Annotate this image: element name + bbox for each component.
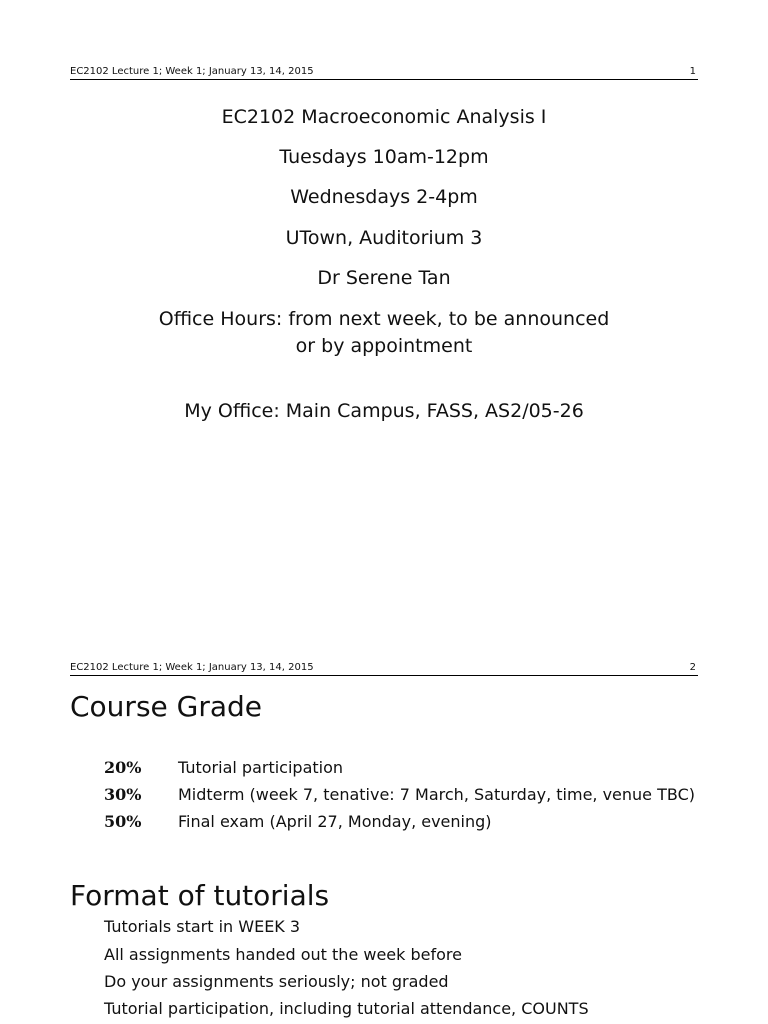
grade-percent: 50% <box>104 812 142 831</box>
slide-2-header <box>70 661 698 676</box>
course-grade-title: Course Grade <box>70 690 263 723</box>
office-hours-line-1: Office Hours: from next week, to be announced <box>158 308 610 330</box>
grade-percent: 20% <box>104 758 142 777</box>
slide-2-page-number: 2 <box>689 662 696 673</box>
tutorial-item: Tutorial participation, including tutorial attendance, COUNTS <box>104 999 589 1018</box>
tutorial-item: Do your assignments seriously; not graded <box>104 972 449 991</box>
slide-1-header <box>70 65 698 80</box>
grade-label: Final exam (April 27, Monday, evening) <box>178 812 492 831</box>
slide-1-page-number: 1 <box>689 66 696 77</box>
venue: UTown, Auditorium 3 <box>285 227 483 249</box>
schedule-tuesday: Tuesdays 10am-12pm <box>279 146 489 168</box>
office-hours-line-2: or by appointment <box>295 335 473 357</box>
grade-label: Tutorial participation <box>178 758 344 777</box>
grade-percent: 30% <box>104 785 142 804</box>
slide-2-header-text: EC2102 Lecture 1; Week 1; January 13, 14, 2015 <box>70 662 314 673</box>
course-title: EC2102 Macroeconomic Analysis I <box>221 106 547 128</box>
schedule-wednesday: Wednesdays 2-4pm <box>290 186 478 208</box>
lecturer-name: Dr Serene Tan <box>317 267 451 289</box>
slide-1-header-text: EC2102 Lecture 1; Week 1; January 13, 14, 2015 <box>70 66 314 77</box>
tutorial-item: All assignments handed out the week before <box>104 945 462 964</box>
grade-label: Midterm (week 7, tenative: 7 March, Saturday, time, venue TBC) <box>178 785 695 804</box>
office-location: My Office: Main Campus, FASS, AS2/05-26 <box>184 400 584 422</box>
tutorial-item: Tutorials start in WEEK 3 <box>104 917 301 936</box>
tutorial-format-title: Format of tutorials <box>70 879 330 912</box>
